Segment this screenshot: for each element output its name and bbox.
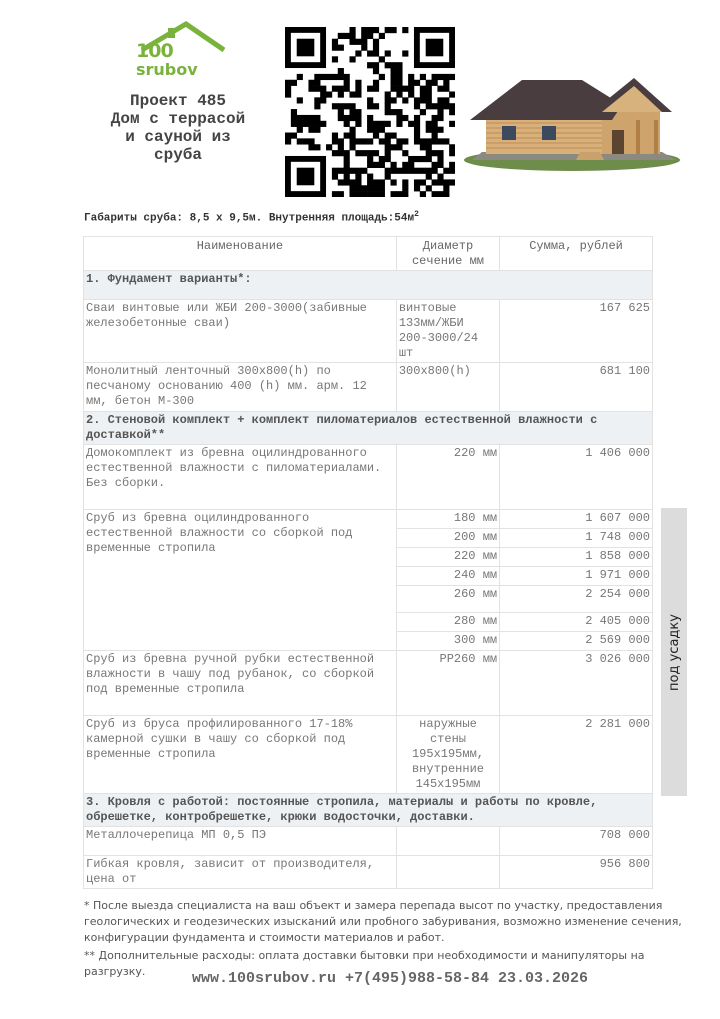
qr-code [285, 27, 455, 197]
row-sum: 1 406 000 [500, 445, 653, 510]
row-sum: 2 405 000 [500, 613, 653, 632]
row-name: Сруб из бруса профилированного 17-18% камерной сушки в чашу со сборкой под временные стропила [84, 716, 397, 794]
section-row [84, 271, 653, 300]
section-row [84, 794, 653, 827]
row-sum: 708 000 [500, 827, 653, 856]
dimensions-text: Габариты сруба: 8,5 х 9,5м. Внутренняя площадь:54м [84, 212, 415, 225]
row-sum: 2 254 000 [500, 586, 653, 613]
row-diameter [396, 856, 499, 889]
footnote-2: ** Дополнительные расходы: оплата доставки бытовки при необходимости и манипуляторы на разгрузку. [84, 949, 645, 978]
header-name: Наименование [84, 237, 397, 271]
header-sum: Сумма, рублей [500, 237, 653, 271]
row-diameter: 240 мм [396, 567, 499, 586]
footer-contacts: www.100srubov.ru +7(495)988-58-84 23.03.2026 [191, 970, 589, 987]
footnote-1: * После выезда специалиста на ваш объект и замера перепада высот по участку, предоставления геологических и геодезических изысканий или пробного забуривания, возможно изменение сечения, конфигурации фундамента и стоимости материалов и работ. [84, 899, 682, 944]
row-name: Сруб из бревна оцилиндрованного естественной влажности со сборкой под временные стропила [84, 510, 397, 651]
dimensions-line [84, 210, 419, 225]
row-name: Гибкая кровля, зависит от производителя, цена от [84, 856, 397, 889]
shrinkage-side-label [661, 508, 687, 796]
row-sum: 167 625 [500, 300, 653, 363]
row-diameter: 260 мм [396, 586, 499, 613]
row-sum: 956 800 [500, 856, 653, 889]
row-name: Сруб из бревна ручной рубки естественной влажности в чашу под рубанок, со сборкой под временные стропила [84, 651, 397, 716]
row-sum: 1 971 000 [500, 567, 653, 586]
project-title-line: сруба [153, 146, 202, 164]
row-diameter: 280 мм [396, 613, 499, 632]
footnotes [84, 898, 704, 980]
project-title-line: и сауной из [125, 128, 231, 146]
table-row [84, 300, 653, 363]
house-image [462, 60, 682, 172]
company-logo [128, 20, 228, 82]
row-diameter [396, 827, 499, 856]
table-row [84, 827, 653, 856]
section-roof: 3. Кровля с работой: постоянные стропила, материалы и работы по кровле, обрешетке, контробрешетке, крюки водосточки, доставки. [84, 794, 653, 827]
row-diameter: 180 мм [396, 510, 499, 529]
table-row [84, 510, 653, 529]
table-row [84, 716, 653, 794]
logo-text-100: 100 [136, 40, 173, 62]
row-sum: 2 281 000 [500, 716, 653, 794]
table-header-row [84, 237, 653, 271]
dimensions-sup: 2 [414, 210, 419, 219]
table-row [84, 445, 653, 510]
section-foundation: 1. Фундамент варианты*: [84, 271, 653, 300]
row-name: Монолитный ленточный 300х800(h) по песчаному основанию 400 (h) мм. арм. 12 мм, бетон М-300 [84, 363, 397, 412]
project-title-line: Дом с террасой [110, 110, 246, 128]
row-sum: 1 748 000 [500, 529, 653, 548]
row-name: Сваи винтовые или ЖБИ 200-3000(забивные железобетонные сваи) [84, 300, 397, 363]
project-title [88, 92, 268, 164]
row-diameter: 300х800(h) [396, 363, 499, 412]
row-diameter: 220 мм [396, 548, 499, 567]
row-sum: 1 607 000 [500, 510, 653, 529]
house-illustration [462, 60, 682, 172]
row-diameter: винтовые 133мм/ЖБИ 200-3000/24 шт [396, 300, 499, 363]
table-row [84, 856, 653, 889]
section-row [84, 412, 653, 445]
row-sum: 681 100 [500, 363, 653, 412]
header-diameter: Диаметр сечение мм [396, 237, 499, 271]
row-diameter: 220 мм [396, 445, 499, 510]
table-row [84, 651, 653, 716]
row-sum: 3 026 000 [500, 651, 653, 716]
row-diameter: 300 мм [396, 632, 499, 651]
row-name: Домокомплект из бревна оцилиндрованного естественной влажности с пиломатериалами. Без сборки. [84, 445, 397, 510]
row-name: Металлочерепица МП 0,5 ПЭ [84, 827, 397, 856]
row-diameter: РР260 мм [396, 651, 499, 716]
logo-text-srubov: srubov [136, 60, 198, 79]
table-row [84, 363, 653, 412]
row-diameter: наружные стены 195х195мм, внутренние 145х195мм [396, 716, 499, 794]
price-table [83, 236, 653, 889]
side-label-text: под усадку [666, 613, 682, 691]
row-sum: 1 858 000 [500, 548, 653, 567]
row-sum: 2 569 000 [500, 632, 653, 651]
qr-code-icon [285, 27, 455, 197]
project-title-line: Проект 485 [129, 92, 226, 110]
section-walls: 2. Стеновой комплект + комплект пиломатериалов естественной влажности с доставкой** [84, 412, 653, 445]
row-diameter: 200 мм [396, 529, 499, 548]
